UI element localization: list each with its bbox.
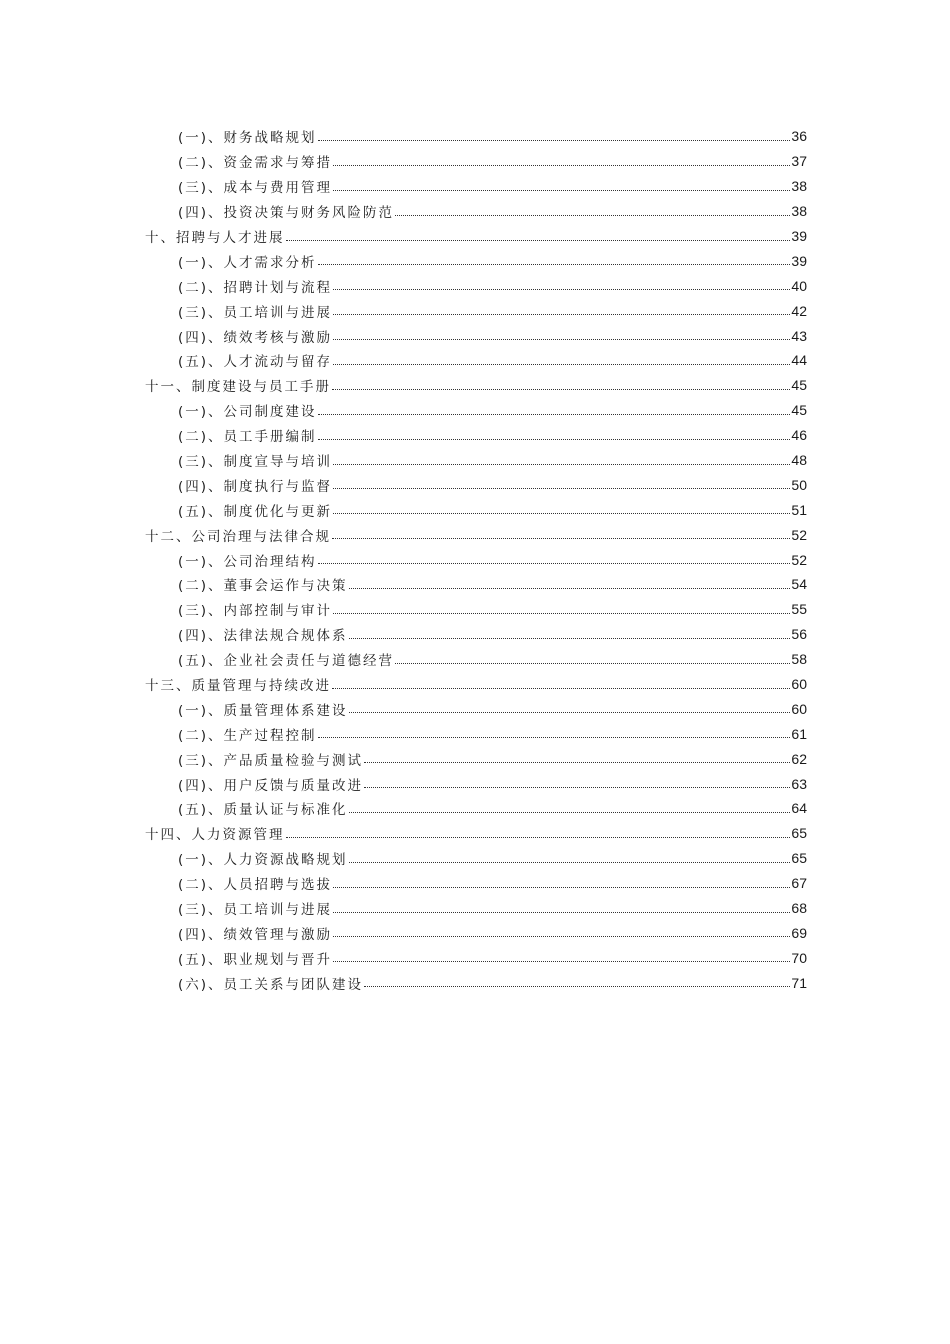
toc-dot-leader [332, 674, 790, 689]
toc-entry-title: (三)、产品质量检验与测试 [178, 752, 364, 769]
toc-entry-title: (二)、招聘计划与流程 [178, 279, 333, 296]
toc-page-number: 65 [791, 850, 807, 867]
toc-dot-leader [349, 848, 791, 863]
toc-section-entry[interactable] [0, 323, 950, 348]
toc-entry-title: (二)、员工手册编制 [178, 429, 317, 446]
toc-section-entry[interactable] [0, 970, 950, 995]
toc-page-number: 43 [791, 327, 807, 344]
toc-section-entry[interactable] [0, 149, 950, 174]
toc-entry-title: (二)、人员招聘与选拔 [178, 877, 333, 894]
toc-page-number: 52 [791, 551, 807, 568]
toc-entry-title: 十三、质量管理与持续改进 [145, 678, 331, 695]
toc-page-number: 69 [791, 924, 807, 941]
toc-dot-leader [333, 325, 790, 340]
toc-entry-title: (一)、质量管理体系建设 [178, 702, 348, 719]
toc-section-entry[interactable] [0, 921, 950, 946]
toc-dot-leader [332, 375, 790, 390]
toc-dot-leader [318, 126, 791, 141]
toc-page-number: 61 [791, 725, 807, 742]
toc-page-number: 39 [791, 252, 807, 269]
toc-page-number: 42 [791, 302, 807, 319]
toc-entry-title: (四)、投资决策与财务风险防范 [178, 205, 395, 222]
toc-page-number: 63 [791, 775, 807, 792]
toc-page-number: 40 [791, 277, 807, 294]
toc-chapter-entry[interactable] [0, 522, 950, 547]
toc-page-number: 38 [791, 203, 807, 220]
toc-entry-title: (一)、财务战略规划 [178, 130, 317, 147]
toc-page-number: 38 [791, 178, 807, 195]
toc-dot-leader [333, 922, 790, 937]
toc-page-number: 58 [791, 651, 807, 668]
toc-entry-title: (一)、人力资源战略规划 [178, 852, 348, 869]
toc-section-entry[interactable] [0, 298, 950, 323]
toc-page-number: 48 [791, 452, 807, 469]
toc-section-entry[interactable] [0, 273, 950, 298]
toc-dot-leader [349, 798, 791, 813]
toc-section-entry[interactable] [0, 398, 950, 423]
toc-dot-leader [318, 400, 791, 415]
toc-page-number: 65 [791, 825, 807, 842]
toc-dot-leader [395, 649, 790, 664]
toc-section-entry[interactable] [0, 796, 950, 821]
toc-section-entry[interactable] [0, 647, 950, 672]
toc-dot-leader [332, 524, 790, 539]
toc-section-entry[interactable] [0, 771, 950, 796]
toc-dot-leader [333, 275, 790, 290]
toc-page-number: 45 [791, 377, 807, 394]
toc-entry-title: (四)、用户反馈与质量改进 [178, 777, 364, 794]
toc-section-entry[interactable] [0, 945, 950, 970]
toc-section-entry[interactable] [0, 248, 950, 273]
toc-section-entry[interactable] [0, 472, 950, 497]
toc-dot-leader [333, 499, 790, 514]
toc-dot-leader [333, 151, 790, 166]
toc-page-number: 71 [791, 974, 807, 991]
toc-dot-leader [286, 823, 791, 838]
toc-entry-title: (五)、人才流动与留存 [178, 354, 333, 371]
toc-section-entry[interactable] [0, 746, 950, 771]
toc-entry-title: (二)、资金需求与筹措 [178, 155, 333, 172]
toc-page-number: 50 [791, 476, 807, 493]
toc-page-number: 45 [791, 402, 807, 419]
toc-entry-title: (一)、公司制度建设 [178, 404, 317, 421]
toc-dot-leader [333, 947, 790, 962]
toc-dot-leader [333, 350, 790, 365]
toc-dot-leader [333, 898, 790, 913]
toc-entry-title: 十四、人力资源管理 [145, 827, 285, 844]
toc-entry-title: (五)、质量认证与标准化 [178, 802, 348, 819]
toc-section-entry[interactable] [0, 846, 950, 871]
toc-entry-title: (三)、制度宣导与培训 [178, 454, 333, 471]
toc-dot-leader [364, 773, 790, 788]
toc-dot-leader [333, 873, 790, 888]
toc-chapter-entry[interactable] [0, 821, 950, 846]
toc-section-entry[interactable] [0, 547, 950, 572]
toc-page-number: 67 [791, 875, 807, 892]
toc-page-number: 51 [791, 501, 807, 518]
toc-section-entry[interactable] [0, 696, 950, 721]
toc-entry-title: (三)、内部控制与审计 [178, 603, 333, 620]
toc-entry-title: (一)、公司治理结构 [178, 553, 317, 570]
toc-dot-leader [333, 176, 790, 191]
toc-section-entry[interactable] [0, 348, 950, 373]
toc-dot-leader [349, 698, 791, 713]
toc-section-entry[interactable] [0, 423, 950, 448]
toc-page-number: 70 [791, 949, 807, 966]
toc-entry-title: (二)、董事会运作与决策 [178, 578, 348, 595]
toc-section-entry[interactable] [0, 597, 950, 622]
toc-chapter-entry[interactable] [0, 224, 950, 249]
toc-section-entry[interactable] [0, 871, 950, 896]
toc-section-entry[interactable] [0, 721, 950, 746]
toc-dot-leader [349, 574, 791, 589]
toc-page-number: 44 [791, 352, 807, 369]
toc-entry-title: (五)、制度优化与更新 [178, 503, 333, 520]
toc-entry-title: (四)、法律法规合规体系 [178, 628, 348, 645]
toc-page-number: 39 [791, 228, 807, 244]
toc-dot-leader [318, 549, 791, 564]
toc-section-entry[interactable] [0, 896, 950, 921]
toc-section-entry[interactable] [0, 622, 950, 647]
toc-section-entry[interactable] [0, 497, 950, 522]
toc-entry-title: (三)、成本与费用管理 [178, 180, 333, 197]
toc-chapter-entry[interactable] [0, 672, 950, 697]
toc-entry-title: (六)、员工关系与团队建设 [178, 976, 364, 993]
toc-page-number: 52 [791, 526, 807, 543]
toc-dot-leader [333, 300, 790, 315]
toc-entry-title: 十二、公司治理与法律合规 [145, 528, 331, 545]
toc-entry-title: (一)、人才需求分析 [178, 254, 317, 271]
toc-entry-title: (五)、职业规划与晋升 [178, 951, 333, 968]
toc-page-number: 60 [791, 700, 807, 717]
toc-dot-leader [333, 599, 790, 614]
toc-page-number: 56 [791, 626, 807, 643]
toc-entry-title: (四)、绩效考核与激励 [178, 329, 333, 346]
toc-entry-title: (五)、企业社会责任与道德经营 [178, 653, 395, 670]
toc-section-entry[interactable] [0, 174, 950, 199]
toc-section-entry[interactable] [0, 124, 950, 149]
table-of-contents [0, 124, 950, 995]
toc-section-entry[interactable] [0, 572, 950, 597]
toc-chapter-entry[interactable] [0, 373, 950, 398]
toc-section-entry[interactable] [0, 199, 950, 224]
toc-page-number: 55 [791, 601, 807, 618]
toc-page-number: 54 [791, 576, 807, 593]
toc-dot-leader [318, 425, 791, 440]
toc-entry-title: (三)、员工培训与进展 [178, 304, 333, 321]
toc-dot-leader [395, 201, 790, 216]
toc-page-number: 64 [791, 800, 807, 817]
toc-dot-leader [318, 723, 791, 738]
toc-dot-leader [318, 250, 791, 265]
toc-dot-leader [364, 748, 790, 763]
toc-page-number: 62 [791, 750, 807, 767]
toc-entry-title: 十、招聘与人才进展 [145, 230, 285, 246]
toc-page-number: 60 [791, 676, 807, 693]
toc-entry-title: (三)、员工培训与进展 [178, 902, 333, 919]
toc-entry-title: 十一、制度建设与员工手册 [145, 379, 331, 396]
toc-entry-title: (二)、生产过程控制 [178, 727, 317, 744]
toc-dot-leader [333, 450, 790, 465]
toc-page-number: 36 [791, 128, 807, 145]
toc-section-entry[interactable] [0, 448, 950, 473]
toc-entry-title: (四)、制度执行与监督 [178, 478, 333, 495]
toc-entry-title: (四)、绩效管理与激励 [178, 926, 333, 943]
toc-page-number: 68 [791, 900, 807, 917]
toc-dot-leader [349, 624, 791, 639]
toc-dot-leader [333, 474, 790, 489]
toc-page-number: 37 [791, 153, 807, 170]
toc-dot-leader [364, 972, 790, 987]
toc-page-number: 46 [791, 427, 807, 444]
toc-dot-leader [286, 226, 791, 241]
